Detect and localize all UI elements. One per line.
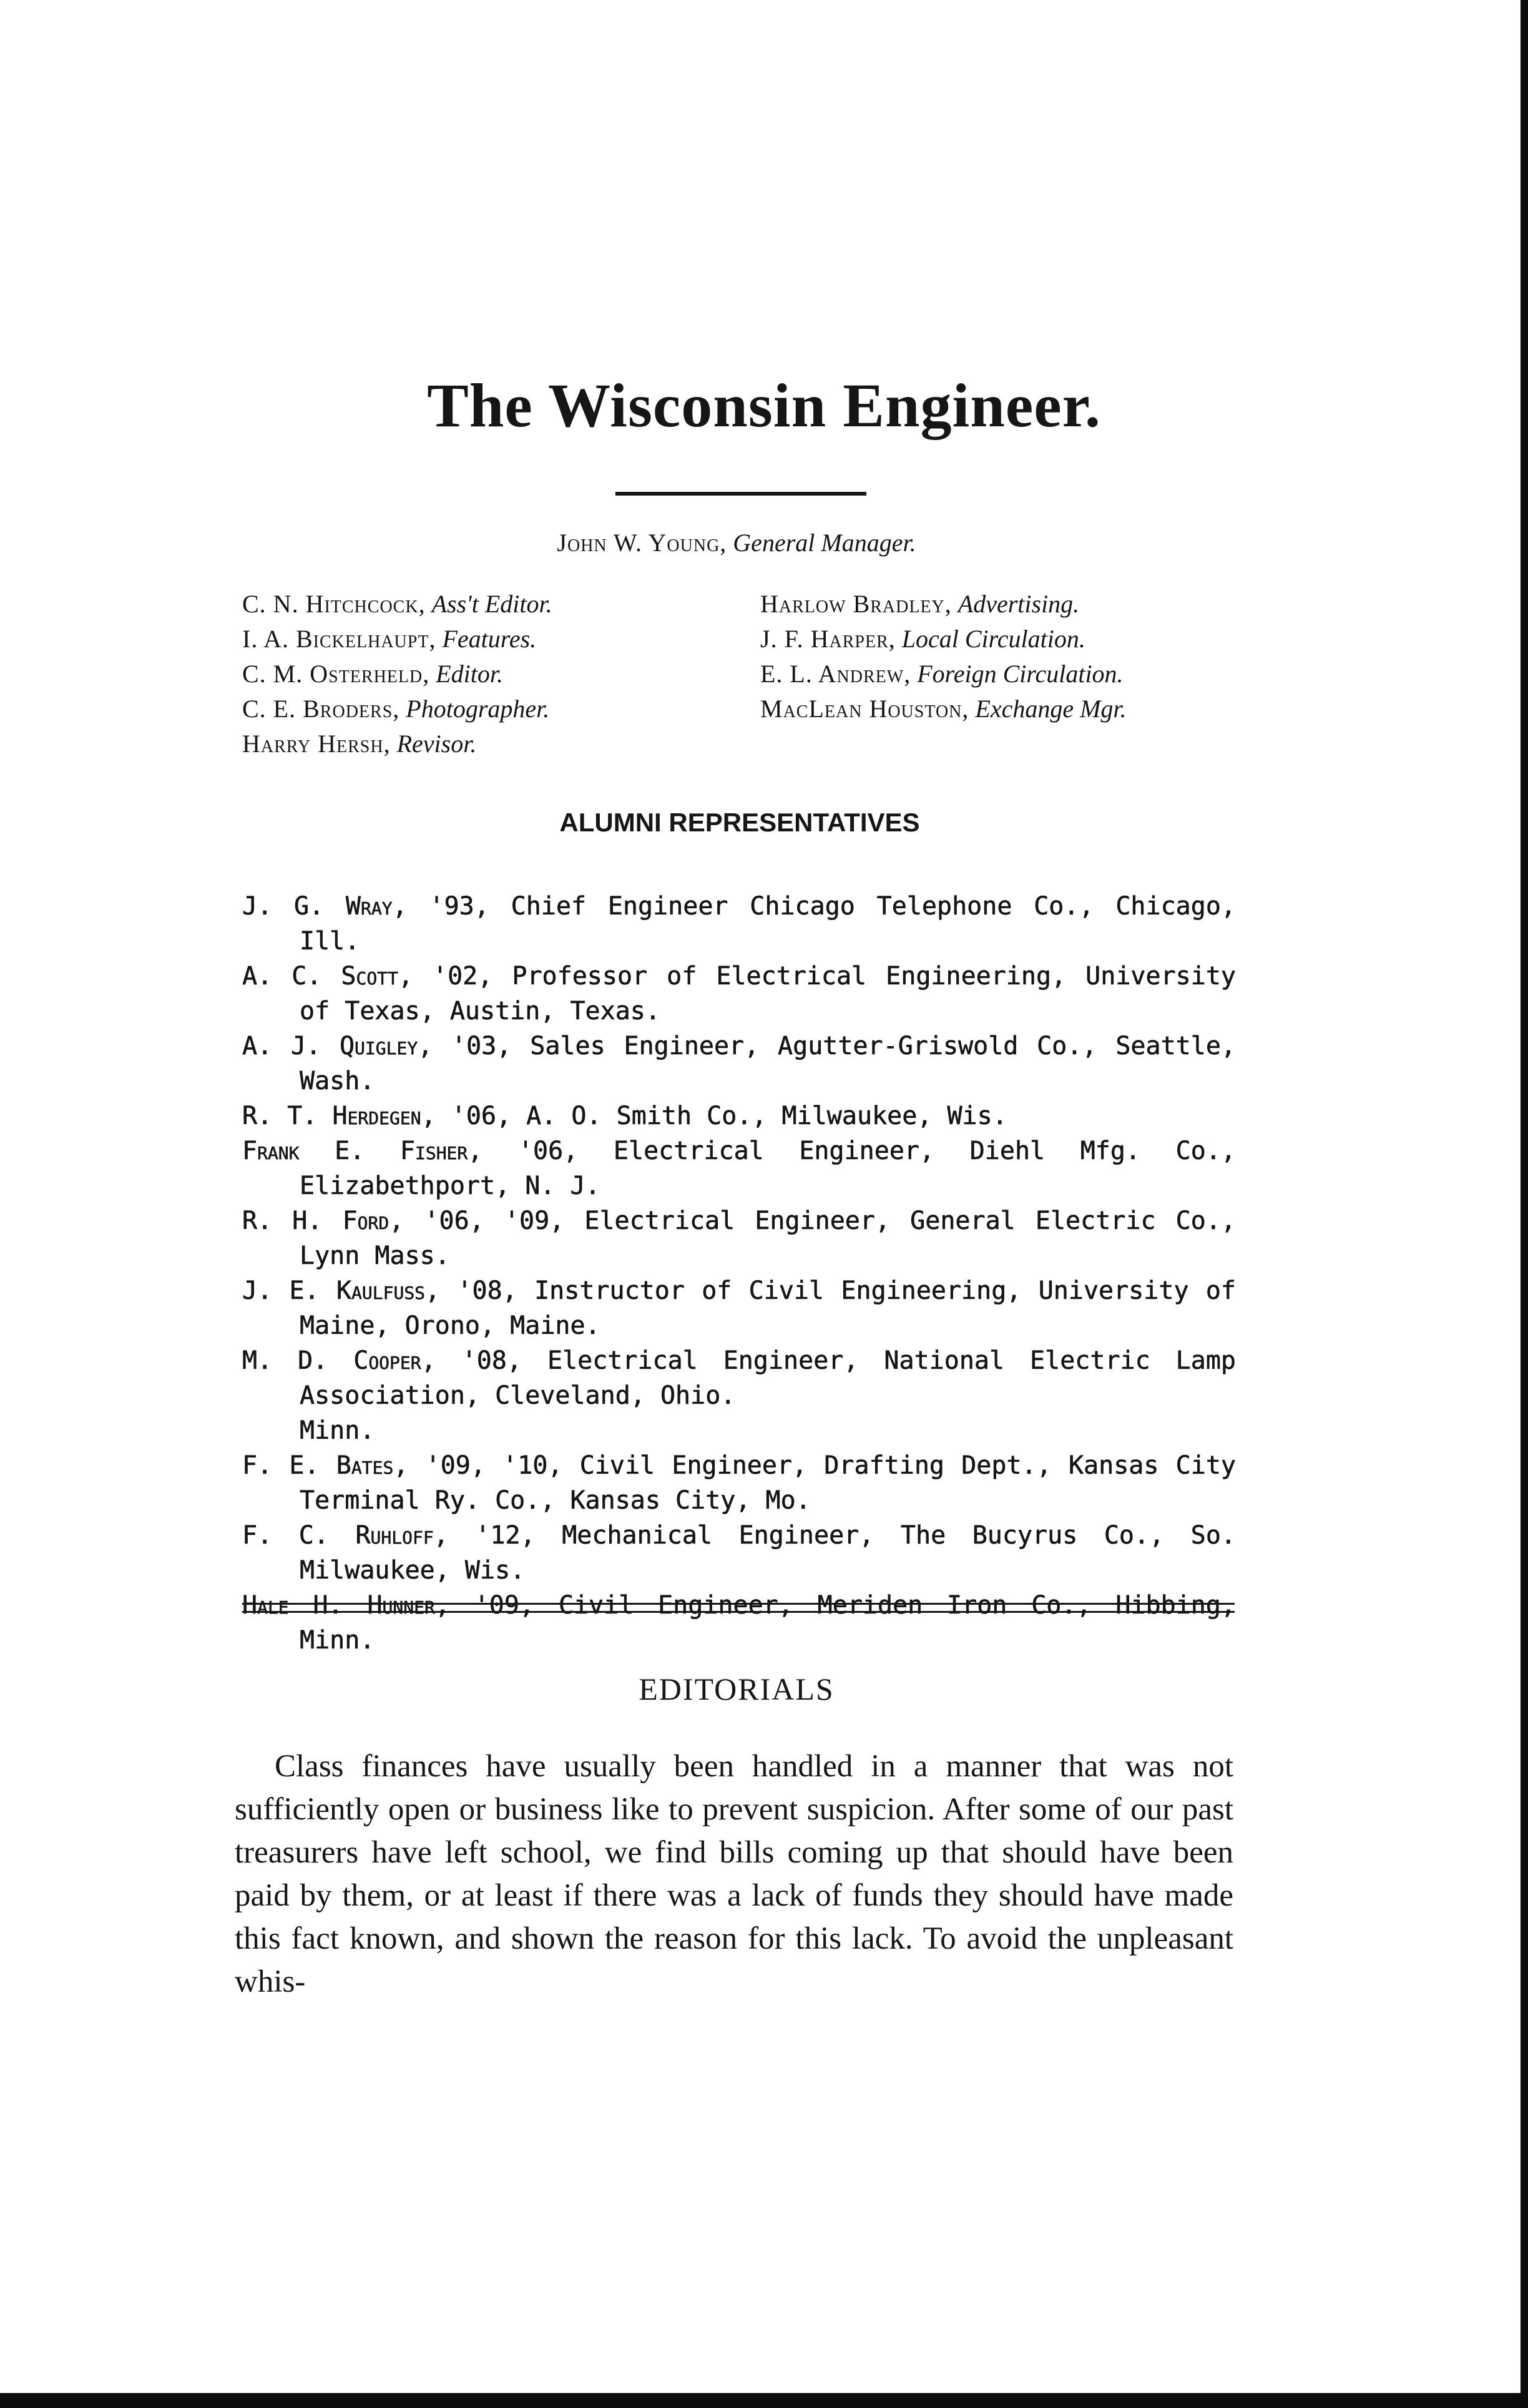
staff-role: Exchange Mgr. xyxy=(975,695,1127,723)
staff-name: I. A. Bickelhaupt, xyxy=(242,625,436,653)
staff-list-right xyxy=(760,587,1127,727)
alumni-details: '08, Electrical Engineer, National Electric Lamp Association, Cleveland, Ohio. xyxy=(300,1346,1236,1410)
alumni-entry xyxy=(242,1099,1236,1133)
staff-row xyxy=(242,657,552,692)
staff-row xyxy=(760,692,1127,727)
alumni-entry xyxy=(242,1518,1236,1588)
staff-role: Features. xyxy=(442,625,537,653)
alumni-details: '02, Professor of Electrical Engineering, University of Texas, Austin, Texas. xyxy=(300,962,1236,1025)
staff-row xyxy=(242,587,552,622)
alumni-entry xyxy=(242,1203,1236,1273)
alumni-entry xyxy=(242,1029,1236,1099)
alumni-entry-orphan xyxy=(242,1413,1236,1448)
alumni-details: '09, '10, Civil Engineer, Drafting Dept., Kansas City Terminal Ry. Co., Kansas City, Mo. xyxy=(300,1451,1236,1515)
staff-role: Local Circulation. xyxy=(901,625,1085,653)
alumni-entry xyxy=(242,959,1236,1029)
alumni-list xyxy=(242,889,1236,1658)
staff-role: Advertising. xyxy=(957,590,1080,618)
alumni-name: M. D. Cooper, xyxy=(242,1346,436,1375)
manager-name: John W. Young, xyxy=(557,529,727,557)
staff-name: C. M. Osterheld, xyxy=(242,660,430,688)
alumni-name: R. H. Ford, xyxy=(242,1206,404,1235)
staff-name: J. F. Harper, xyxy=(760,625,896,653)
alumni-details: Minn. xyxy=(300,1416,375,1445)
alumni-name: Hale H. Hunner, xyxy=(242,1591,450,1620)
staff-row xyxy=(760,587,1127,622)
alumni-name: A. C. Scott, xyxy=(242,962,413,991)
staff-name: C. E. Broders, xyxy=(242,695,400,723)
staff-role: Editor. xyxy=(436,660,504,688)
alumni-details: '06, A. O. Smith Co., Milwaukee, Wis. xyxy=(436,1102,1007,1130)
staff-name: Harry Hersh, xyxy=(242,730,391,758)
alumni-entry xyxy=(242,889,1236,959)
alumni-details: '03, Sales Engineer, Agutter-Griswold Co., Seattle, Wash. xyxy=(300,1032,1236,1095)
staff-role: Ass't Editor. xyxy=(431,590,552,618)
manager-role: General Manager. xyxy=(733,529,916,557)
alumni-name: J. G. Wray, xyxy=(242,892,408,921)
staff-row xyxy=(760,657,1127,692)
staff-role: Foreign Circulation. xyxy=(917,660,1124,688)
title-rule xyxy=(615,492,866,496)
alumni-details: '93, Chief Engineer Chicago Telephone Co., Chicago, Ill. xyxy=(300,892,1237,956)
scan-edge-right xyxy=(1521,0,1528,2408)
staff-name: MacLean Houston, xyxy=(760,695,969,723)
alumni-details: '06, '09, Electrical Engineer, General Electric Co., Lynn Mass. xyxy=(300,1206,1236,1270)
staff-row xyxy=(242,692,552,727)
staff-role: Photographer. xyxy=(406,695,550,723)
general-manager-line xyxy=(0,528,1473,558)
staff-row xyxy=(760,622,1127,657)
alumni-name: A. J. Quigley, xyxy=(242,1032,433,1060)
alumni-entry xyxy=(242,1343,1236,1413)
section-double-rule xyxy=(242,1603,1235,1613)
staff-list-left xyxy=(242,587,552,761)
alumni-name: R. T. Herdegen, xyxy=(242,1102,436,1130)
alumni-heading: ALUMNI REPRESENTATIVES xyxy=(559,808,920,837)
alumni-entry xyxy=(242,1448,1236,1518)
alumni-details: '06, Electrical Engineer, Diehl Mfg. Co., Elizabethport, N. J. xyxy=(300,1137,1236,1200)
alumni-name: Frank E. Fisher, xyxy=(242,1137,483,1165)
alumni-details: '12, Mechanical Engineer, The Bucyrus Co., So. Milwaukee, Wis. xyxy=(300,1521,1236,1585)
staff-row xyxy=(242,622,552,657)
editorial-paragraph: Class finances have usually been handled in a manner that was not sufficiently open or business like to prevent suspicion. After some of our past treasurers have left school, we find bills coming up that should have been paid by them, or at least if there was a lack of funds they should have made this fact known, and shown the reason for this lack. To avoid the unpleasant whis- xyxy=(235,1749,1233,1999)
staff-name: C. N. Hitchcock, xyxy=(242,590,426,618)
alumni-details: '09, Civil Engineer, Meriden Iron Co., Hibbing, Minn. xyxy=(300,1591,1236,1655)
alumni-details: '08, Instructor of Civil Engineering, University of Maine, Orono, Maine. xyxy=(300,1276,1236,1340)
staff-name: Harlow Bradley, xyxy=(760,590,952,618)
staff-name: E. L. Andrew, xyxy=(760,660,911,688)
masthead-title: The Wisconsin Engineer. xyxy=(427,371,1101,440)
alumni-entry xyxy=(242,1588,1236,1658)
alumni-entry xyxy=(242,1273,1236,1343)
alumni-name: J. E. Kaulfuss, xyxy=(242,1276,441,1305)
staff-role: Revisor. xyxy=(396,730,477,758)
editorials-heading: EDITORIALS xyxy=(639,1671,835,1706)
alumni-name: F. E. Bates, xyxy=(242,1451,409,1480)
staff-row xyxy=(242,727,552,761)
scan-edge-bottom xyxy=(0,2393,1528,2408)
alumni-name: F. C. Ruhloff, xyxy=(242,1521,449,1550)
alumni-entry xyxy=(242,1133,1236,1203)
